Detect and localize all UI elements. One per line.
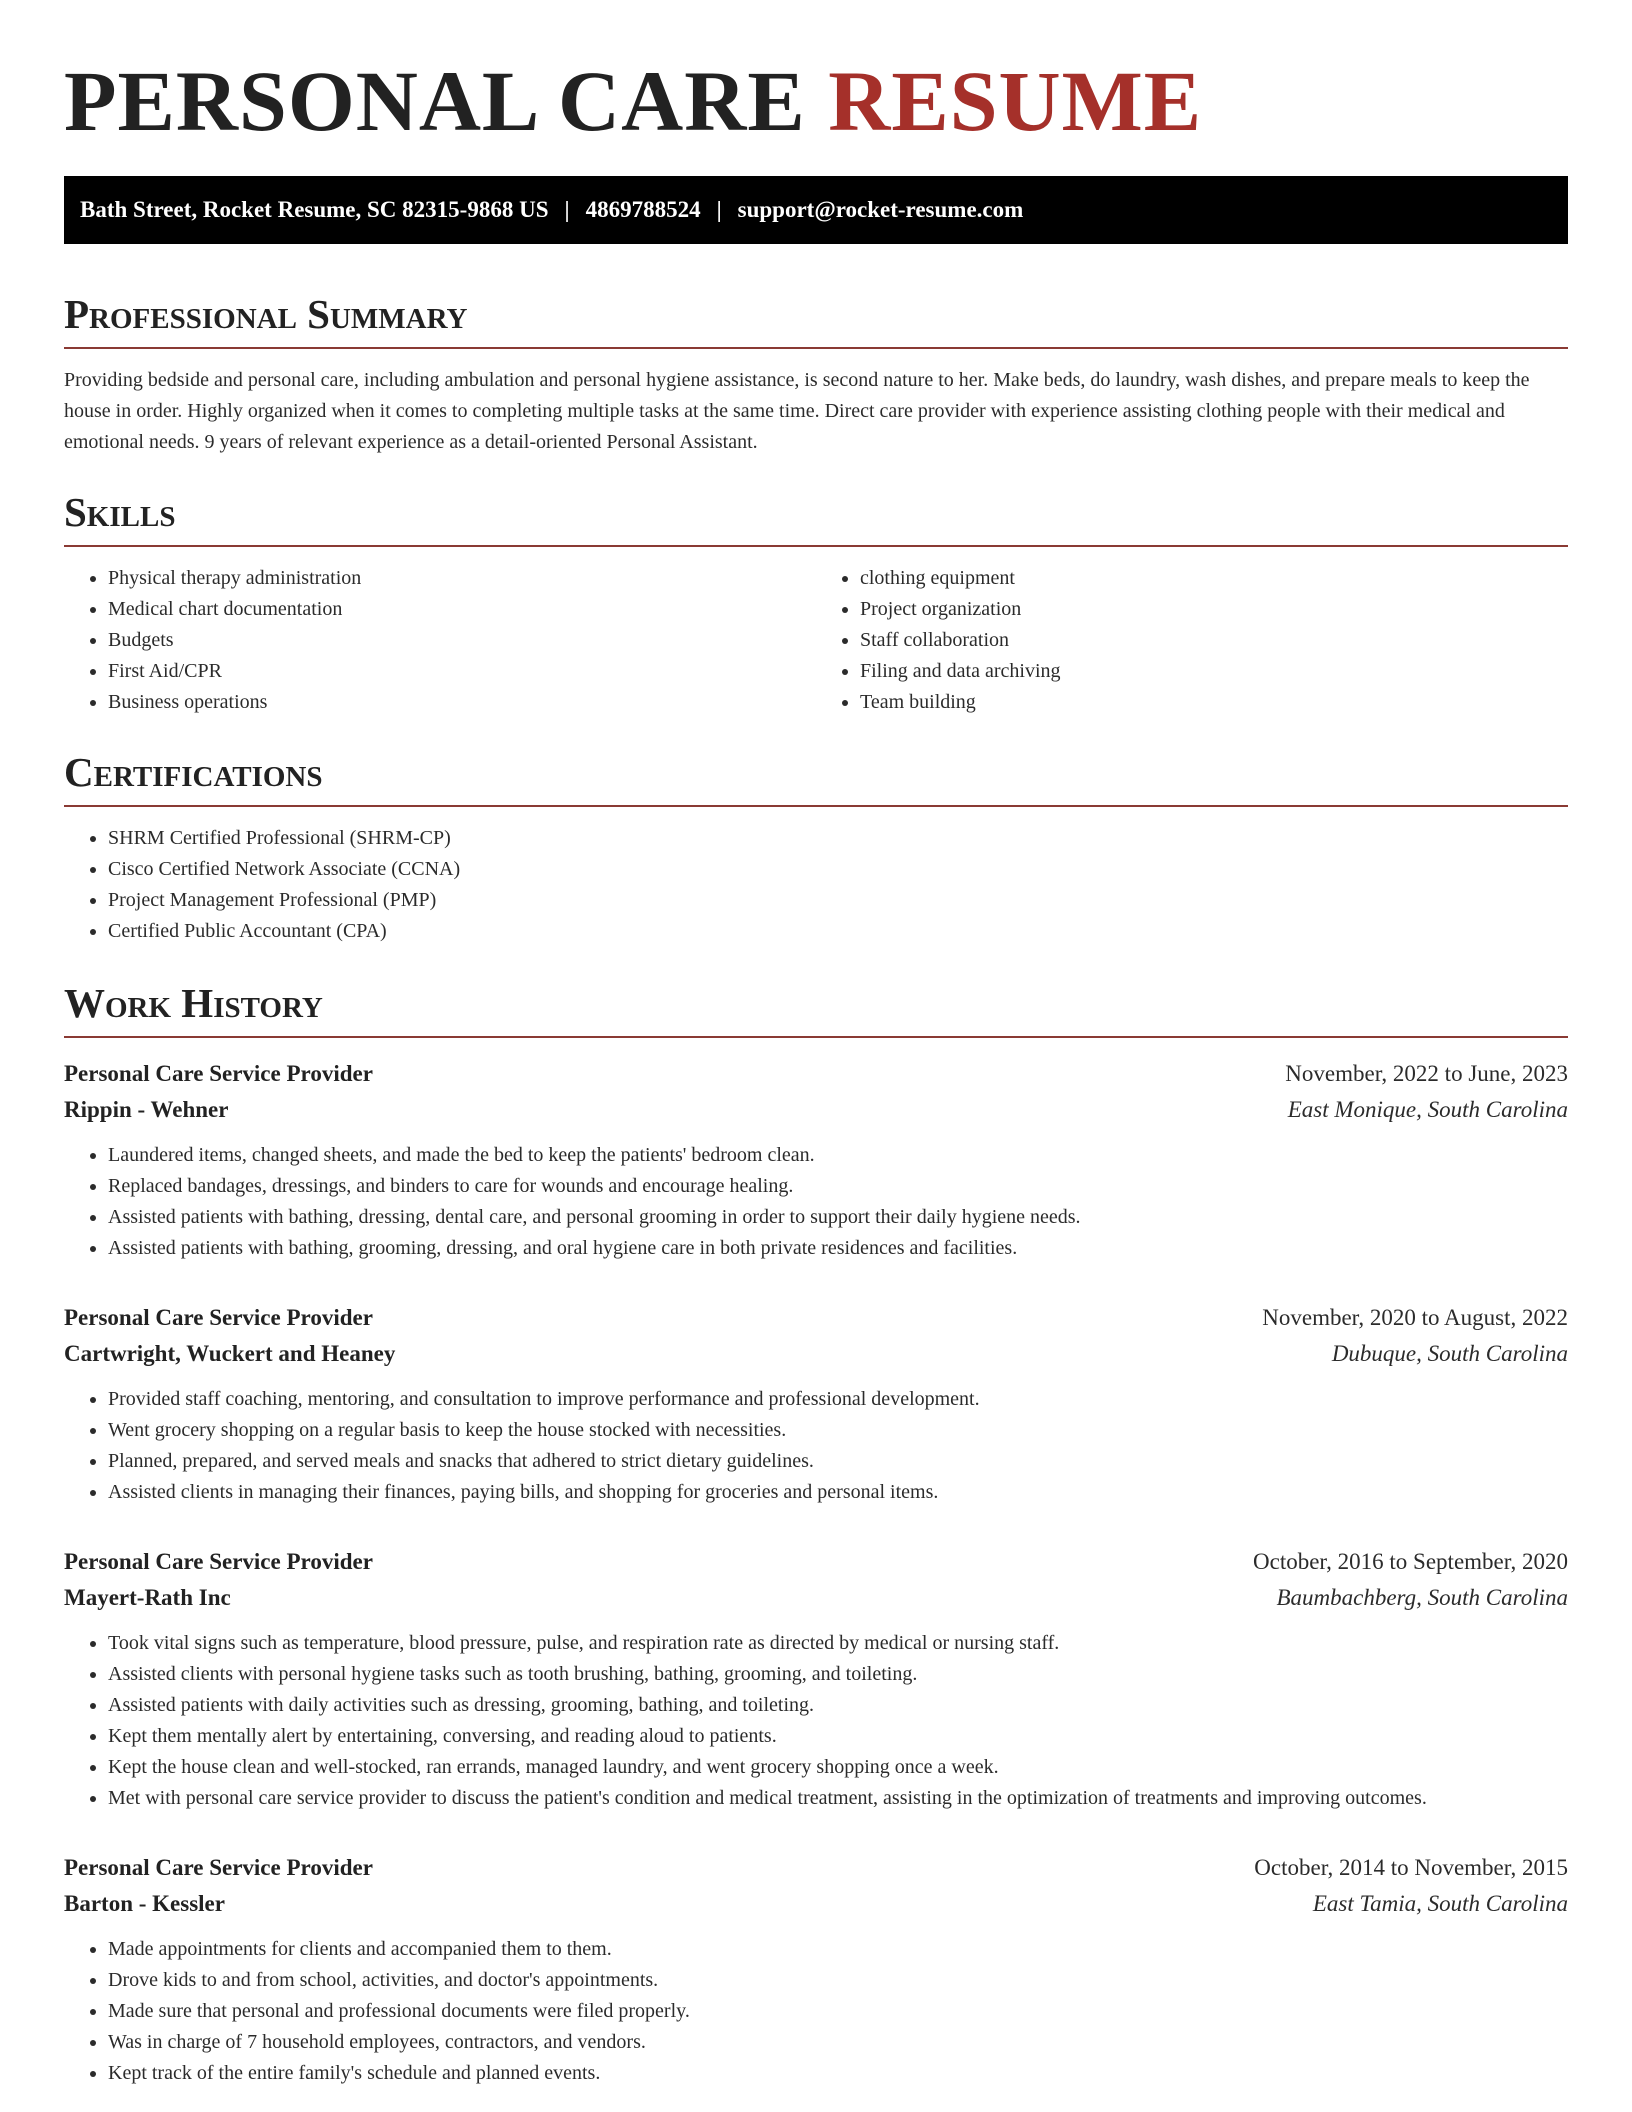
job-location: East Tamia, South Carolina [1312,1891,1568,1916]
certification-item: • Certified Public Accountant (CPA) [108,916,1568,947]
job-duty: • Assisted patients with bathing, dressing, dental care, and personal grooming in order to support their daily hygiene needs. [108,1202,1568,1233]
job-duty: • Made appointments for clients and accompanied them to them. [108,1934,1568,1965]
job-header-row [64,1850,1568,1886]
certifications-heading: Certifications [64,752,1568,807]
summary-heading: Professional Summary [64,294,1568,349]
job-header-row [64,1300,1568,1336]
job-company: Cartwright, Wuckert and Heaney [64,1341,396,1366]
job-duties [64,1628,1568,1814]
job-header-row [64,1056,1568,1092]
skill-item: • clothing equipment [860,563,1568,594]
skill-item: • Staff collaboration [860,625,1568,656]
job-company-row [64,1336,1568,1372]
job-duty: • Assisted clients with personal hygiene tasks such as tooth brushing, bathing, grooming, and toileting. [108,1659,1568,1690]
contact-email[interactable]: support@rocket-resume.com [737,197,1024,222]
contact-phone: 4869788524 [585,197,701,222]
title-main: PERSONAL CARE [64,53,806,149]
skill-item: • Filing and data archiving [860,656,1568,687]
skills-list-right [816,563,1568,718]
job-entry [64,1300,1568,1508]
work-history-heading: Work History [64,983,1568,1038]
job-duty: • Took vital signs such as temperature, blood pressure, pulse, and respiration rate as directed by medical or nursing staff. [108,1628,1568,1659]
certification-item: • Project Management Professional (PMP) [108,885,1568,916]
certification-item: • SHRM Certified Professional (SHRM-CP) [108,823,1568,854]
job-duty: • Provided staff coaching, mentoring, and consultation to improve performance and professional development. [108,1384,1568,1415]
job-duty: • Went grocery shopping on a regular basis to keep the house stocked with necessities. [108,1415,1568,1446]
job-dates: November, 2022 to June, 2023 [1285,1061,1568,1086]
job-duty: • Was in charge of 7 household employees, contractors, and vendors. [108,2027,1568,2058]
job-duty: • Replaced bandages, dressings, and binders to care for wounds and encourage healing. [108,1171,1568,1202]
job-duty: • Kept track of the entire family's schedule and planned events. [108,2058,1568,2089]
job-company-row [64,1886,1568,1922]
certification-item: • Cisco Certified Network Associate (CCNA) [108,854,1568,885]
skill-item: • Budgets [108,625,816,656]
skills-grid [64,547,1568,718]
job-dates: November, 2020 to August, 2022 [1262,1305,1568,1330]
job-title: Personal Care Service Provider [64,1855,373,1880]
job-duty: • Planned, prepared, and served meals and snacks that adhered to strict dietary guidelines. [108,1446,1568,1477]
job-duties [64,1934,1568,2089]
skills-heading: Skills [64,492,1568,547]
skill-item: • Medical chart documentation [108,594,816,625]
job-dates: October, 2016 to September, 2020 [1253,1549,1568,1574]
job-duty: • Made sure that personal and professional documents were filed properly. [108,1996,1568,2027]
job-location: Dubuque, South Carolina [1331,1341,1568,1366]
job-duty: • Assisted patients with daily activities such as dressing, grooming, bathing, and toileting. [108,1690,1568,1721]
job-duties [64,1140,1568,1264]
job-location: Baumbachberg, South Carolina [1276,1585,1568,1610]
job-company: Mayert-Rath Inc [64,1585,231,1610]
job-title: Personal Care Service Provider [64,1305,373,1330]
skill-item: • Project organization [860,594,1568,625]
job-entry [64,1544,1568,1814]
job-title: Personal Care Service Provider [64,1061,373,1086]
title-accent: RESUME [828,53,1203,149]
job-duty: • Kept them mentally alert by entertaining, conversing, and reading aloud to patients. [108,1721,1568,1752]
job-dates: October, 2014 to November, 2015 [1254,1855,1568,1880]
job-location: East Monique, South Carolina [1287,1097,1568,1122]
job-title: Personal Care Service Provider [64,1549,373,1574]
contact-separator: | [564,197,570,222]
job-entry [64,1056,1568,1264]
certifications-list [64,823,1568,947]
contact-bar [64,176,1568,244]
job-company: Barton - Kessler [64,1891,225,1916]
job-duty: • Drove kids to and from school, activities, and doctor's appointments. [108,1965,1568,1996]
skill-item: • First Aid/CPR [108,656,816,687]
job-company-row [64,1092,1568,1128]
contact-separator: | [716,197,722,222]
skills-list-left [64,563,816,718]
job-duty: • Assisted patients with bathing, grooming, dressing, and oral hygiene care in both private residences and facilities. [108,1233,1568,1264]
job-duty: • Kept the house clean and well-stocked, ran errands, managed laundry, and went grocery shopping once a week. [108,1752,1568,1783]
job-header-row [64,1544,1568,1580]
contact-address: Bath Street, Rocket Resume, SC 82315-9868 US [80,197,549,222]
job-duty: • Laundered items, changed sheets, and made the bed to keep the patients' bedroom clean. [108,1140,1568,1171]
skill-item: • Physical therapy administration [108,563,816,594]
job-duty: • Met with personal care service provider to discuss the patient's condition and medical treatment, assisting in the optimization of treatments and improving outcomes. [108,1783,1568,1814]
skill-item: • Team building [860,687,1568,718]
job-duties [64,1384,1568,1508]
job-entry [64,1850,1568,2089]
job-company-row [64,1580,1568,1616]
job-duty: • Assisted clients in managing their finances, paying bills, and shopping for groceries and personal items. [108,1477,1568,1508]
job-company: Rippin - Wehner [64,1097,229,1122]
resume-title [64,0,1568,170]
skill-item: • Business operations [108,687,816,718]
summary-text: Providing bedside and personal care, including ambulation and personal hygiene assistance, is second nature to her. Make beds, do laundry, wash dishes, and prepare meals to keep the house in order. Highly organized when it comes to completing multiple tasks at the same time. Direct care provider with experience assisting clothing people with their medical and emotional needs. 9 years of relevant experience as a detail-oriented Personal Assistant. [64,369,1530,453]
